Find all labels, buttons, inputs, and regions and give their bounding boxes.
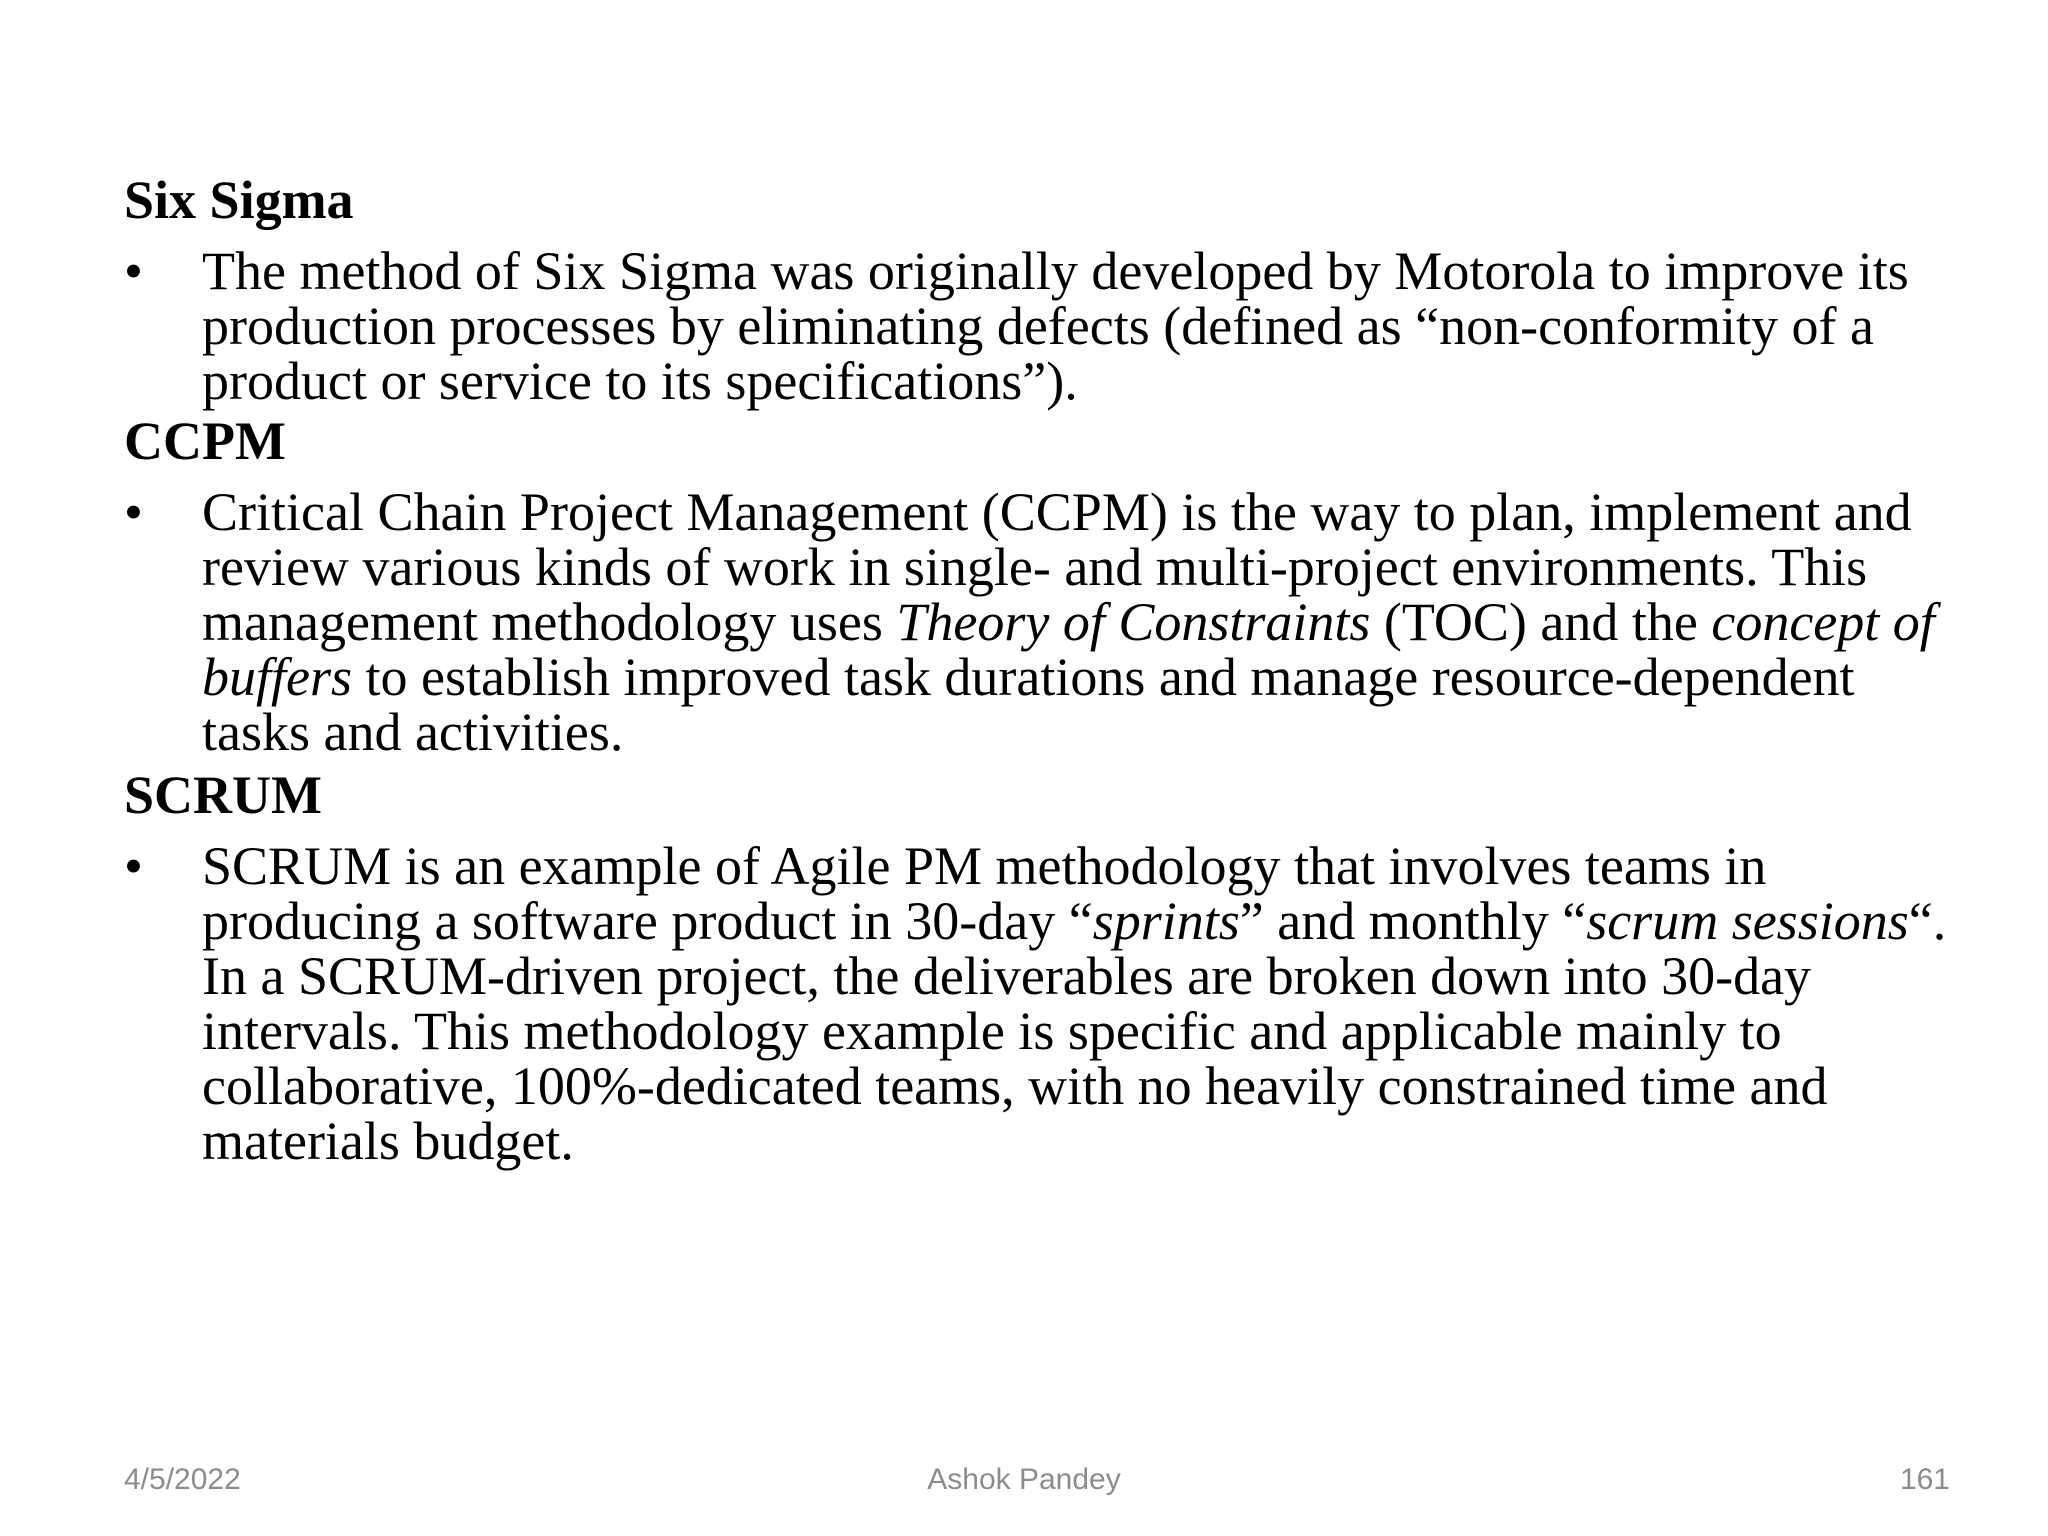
bullet-marker: • bbox=[124, 482, 143, 542]
bullet-text-part: to establish improved task durations and manage resource-dependent tasks and activities. bbox=[202, 647, 1855, 762]
bullet-ccpm bbox=[124, 482, 1954, 763]
bullet-text-emphasis: scrum sessions bbox=[1586, 891, 1909, 951]
bullet-text-part: “. In a SCRUM-driven project, the deliverables are broken down into 30-day intervals. This methodology example is specific and applicable mainly to collaborative, 100%-dedicated teams, with no heavily constrained time and materials budget. bbox=[202, 891, 1947, 1171]
section-heading-scrum: SCRUM bbox=[124, 765, 322, 825]
bullet-six-sigma bbox=[124, 241, 1954, 411]
footer-author: Ashok Pandey bbox=[927, 1463, 1121, 1496]
bullet-text-part: (TOC) and the bbox=[1370, 592, 1712, 652]
bullet-marker: • bbox=[124, 836, 143, 896]
bullet-text-part: Critical Chain Project Management (CCPM) is the way to plan, implement and review various kinds of work in single- and multi-project environments. This management methodology uses bbox=[202, 482, 1912, 652]
footer-page-number: 161 bbox=[1899, 1463, 1950, 1496]
footer-date: 4/5/2022 bbox=[124, 1463, 241, 1496]
bullet-text-emphasis: concept of buffers bbox=[202, 592, 1935, 707]
bullet-text-emphasis: Theory of Constraints bbox=[896, 592, 1371, 652]
section-heading-ccpm: CCPM bbox=[124, 411, 286, 471]
bullet-text-part: ” and monthly “ bbox=[1239, 891, 1587, 951]
bullet-marker: • bbox=[124, 241, 143, 301]
bullet-text-part: SCRUM is an example of Agile PM methodology that involves teams in producing a software product in 30-day “ bbox=[202, 836, 1767, 951]
bullet-text: The method of Six Sigma was originally developed by Motorola to improve its production processes by eliminating defects (defined as “non-conformity of a product or service to its specifications”). bbox=[202, 241, 1909, 411]
section-heading-six-sigma: Six Sigma bbox=[124, 170, 354, 230]
bullet-scrum bbox=[124, 836, 1954, 1171]
bullet-text-emphasis: sprints bbox=[1092, 891, 1240, 951]
slide-content bbox=[124, 172, 1954, 1169]
